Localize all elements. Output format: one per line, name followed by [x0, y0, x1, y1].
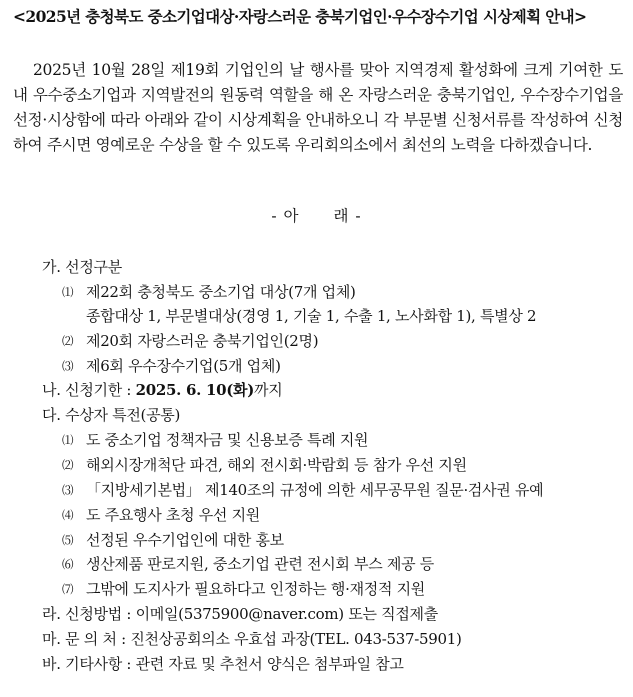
- deadline-suffix: 까지: [254, 381, 283, 399]
- item-number: ⑴: [62, 285, 74, 299]
- item-text: 선정된 우수기업인에 대한 홍보: [86, 531, 284, 549]
- item-number: ⑵: [62, 458, 74, 472]
- list-item: [62, 454, 467, 476]
- item-number: ⑷: [62, 508, 74, 522]
- list-item: [62, 355, 281, 377]
- section-da-label: 다. 수상자 특전(공통): [42, 406, 181, 424]
- item-number: ⑶: [62, 359, 74, 373]
- item-text: 제22회 충청북도 중소기업 대상(7개 업체): [86, 283, 356, 301]
- item-number: ⑶: [62, 483, 74, 497]
- list-item-continuation: 종합대상 1, 부문별대상(경영 1, 기술 1, 수출 1, 노사화합 1), 특별상 2: [86, 307, 537, 325]
- list-item: [62, 330, 318, 352]
- list-item: [62, 578, 425, 600]
- item-text: 도 주요행사 초청 우선 지원: [86, 506, 260, 524]
- item-text: 제20회 자랑스러운 충북기업인(2명): [86, 332, 319, 350]
- intro-paragraph: 2025년 10월 28일 제19회 기업인의 날 행사를 맞아 지역경제 활성화에 크게 기여한 도내 우수중소기업과 지역발전의 원동력 역할을 해 온 자랑스러운 충북기업인, 우수장수기업을 선정·시상함에 따라 아래와 같이 시상계획을 안내하오니 각 부문별 신청서류를 작성하여 신청하여 주시면 영예로운 수상을 할 수 있도록 우리회의소에서 최선의 노력을 다하겠습니다.: [13, 61, 623, 154]
- section-ra-method: 라. 신청방법 : 이메일(5375900@naver.com) 또는 직접제출: [42, 605, 438, 623]
- document-title: <2025년 충청북도 중소기업대상·자랑스러운 충북기업인·우수장수기업 시상제획 안내>: [13, 7, 587, 26]
- list-item: [62, 281, 356, 303]
- section-na-deadline: [42, 379, 282, 401]
- section-ma-contact: 마. 문 의 처 : 진천상공회의소 우효섭 과장(TEL. 043-537-5901): [42, 630, 462, 648]
- list-item: [62, 479, 543, 501]
- item-text: 해외시장개척단 파견, 해외 전시회·박람회 등 참가 우선 지원: [86, 456, 467, 474]
- item-text: 생산제품 판로지원, 중소기업 관련 전시회 부스 제공 등: [86, 555, 434, 573]
- deadline-prefix: 나. 신청기한 :: [42, 381, 136, 399]
- heading-right: 래 -: [333, 207, 362, 225]
- heading-left: - 아: [271, 207, 300, 225]
- item-number: ⑵: [62, 334, 74, 348]
- section-divider-heading: [0, 204, 633, 226]
- item-number: ⑸: [62, 533, 74, 547]
- section-ga-label: 가. 선정구분: [42, 258, 122, 276]
- item-text: 도 중소기업 정책자금 및 신용보증 특례 지원: [86, 431, 369, 449]
- list-item: [62, 553, 434, 575]
- item-number: ⑺: [62, 582, 74, 596]
- item-number: ⑹: [62, 557, 74, 571]
- list-item: [62, 529, 284, 551]
- list-item: [62, 429, 368, 451]
- item-text: 제6회 우수장수기업(5개 업체): [86, 357, 281, 375]
- item-number: ⑴: [62, 433, 74, 447]
- section-ba-etc: 바. 기타사항 : 관련 자료 및 추천서 양식은 첨부파일 참고: [42, 655, 404, 673]
- list-item: [62, 504, 260, 526]
- deadline-date: 2025. 6. 10(화): [135, 381, 255, 399]
- item-text: 그밖에 도지사가 필요하다고 인정하는 행·재정적 지원: [86, 580, 425, 598]
- item-text: 「지방세기본법」 제140조의 규정에 의한 세무공무원 질문·검사권 유예: [86, 481, 544, 499]
